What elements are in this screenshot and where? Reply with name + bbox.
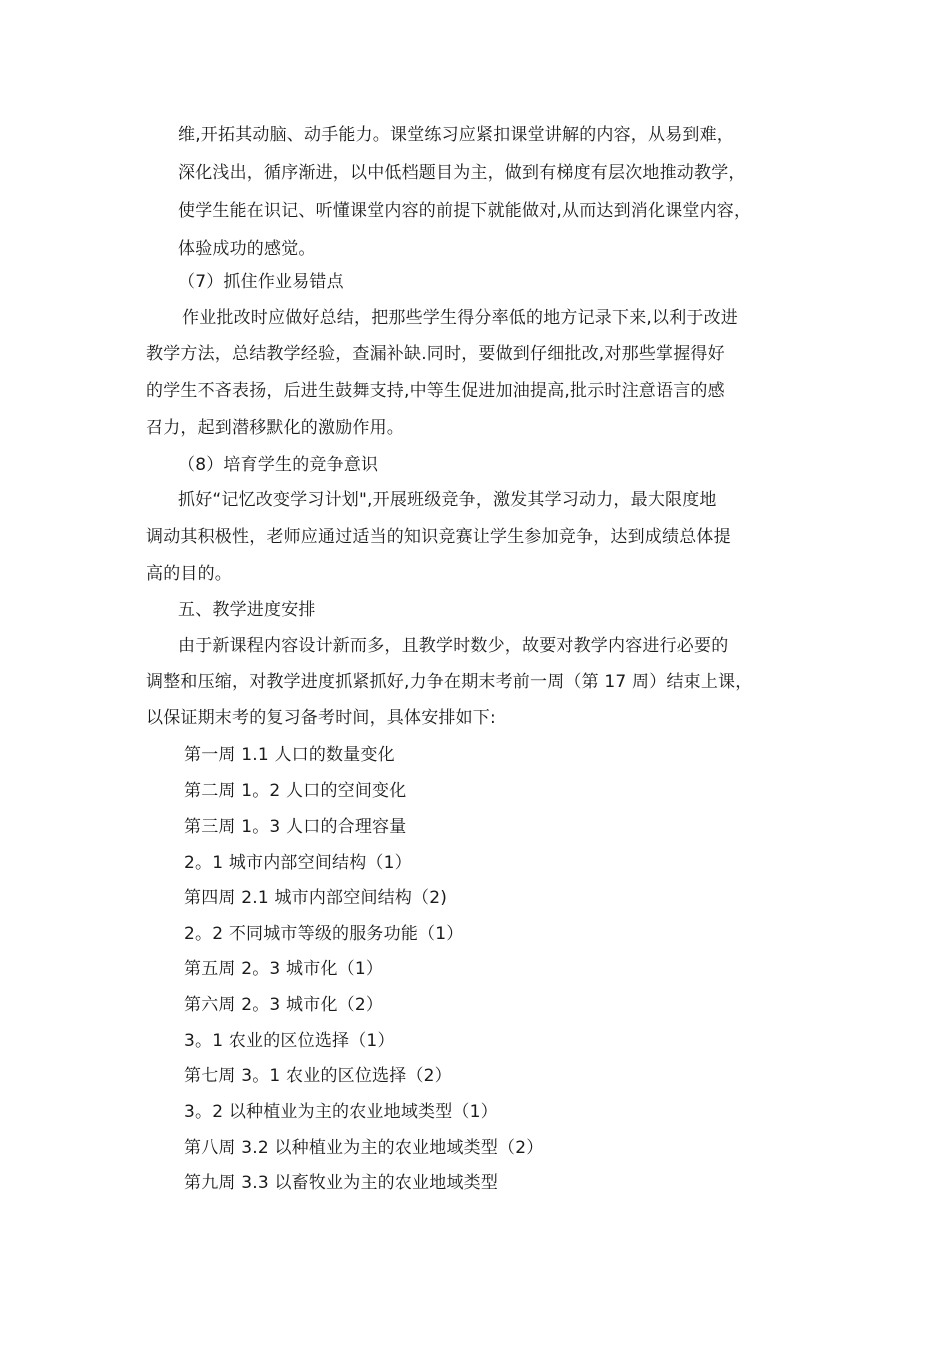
paragraph-line: 由于新课程内容设计新而多，且教学时数少，故要对教学内容进行必要的	[178, 636, 729, 656]
schedule-item: 第八周 3.2 以种植业为主的农业地域类型（2）	[184, 1138, 544, 1158]
schedule-item: 第六周 2。3 城市化（2）	[184, 995, 384, 1015]
paragraph-line: 教学方法，总结教学经验，查漏补缺.同时，要做到仔细批改,对那些掌握得好	[146, 344, 725, 364]
section-heading: 五、教学进度安排	[178, 600, 316, 620]
paragraph-line: 调整和压缩，对教学进度抓紧抓好,力争在期末考前一周（第 17 周）结束上课，	[146, 672, 753, 692]
paragraph-line: 使学生能在识记、听懂课堂内容的前提下就能做对,从而达到消化课堂内容，	[178, 201, 752, 221]
paragraph-line: 以保证期末考的复习备考时间，具体安排如下:	[146, 708, 496, 728]
paragraph-line: 调动其积极性，老师应通过适当的知识竞赛让学生参加竞争，达到成绩总体提	[146, 527, 731, 547]
section-heading: （8）培育学生的竞争意识	[178, 455, 379, 475]
schedule-item: 第一周 1.1 人口的数量变化	[184, 745, 395, 765]
schedule-item: 3。1 农业的区位选择（1）	[184, 1031, 395, 1051]
schedule-item: 第三周 1。3 人口的合理容量	[184, 817, 407, 837]
schedule-item: 第七周 3。1 农业的区位选择（2）	[184, 1066, 452, 1086]
schedule-item: 3。2 以种植业为主的农业地域类型（1）	[184, 1102, 498, 1122]
paragraph-line: 体验成功的感觉。	[178, 239, 316, 259]
paragraph-line: 作业批改时应做好总结，把那些学生得分率低的地方记录下来,以利于改进	[182, 308, 739, 328]
schedule-item: 2。1 城市内部空间结构（1）	[184, 853, 412, 873]
schedule-item: 第九周 3.3 以畜牧业为主的农业地域类型	[184, 1173, 499, 1193]
schedule-item: 第二周 1。2 人口的空间变化	[184, 781, 407, 801]
paragraph-line: 深化浅出，循序渐进，以中低档题目为主，做到有梯度有层次地推动教学，	[178, 163, 746, 183]
schedule-item: 第五周 2。3 城市化（1）	[184, 959, 384, 979]
schedule-item: 第四周 2.1 城市内部空间结构（2)	[184, 888, 448, 908]
paragraph-line: 维,开拓其动脑、动手能力。课堂练习应紧扣课堂讲解的内容，从易到难，	[178, 125, 735, 145]
paragraph-line: 召力，起到潜移默化的激励作用。	[146, 418, 404, 438]
paragraph-line: 高的目的。	[146, 564, 232, 584]
paragraph-line: 抓好“记忆改变学习计划",开展班级竞争，激发其学习动力，最大限度地	[178, 490, 717, 510]
paragraph-line: 的学生不吝表扬，后进生鼓舞支持,中等生促进加油提高,批示时注意语言的感	[146, 381, 725, 401]
schedule-item: 2。2 不同城市等级的服务功能（1）	[184, 924, 464, 944]
section-heading: （7）抓住作业易错点	[178, 272, 344, 292]
